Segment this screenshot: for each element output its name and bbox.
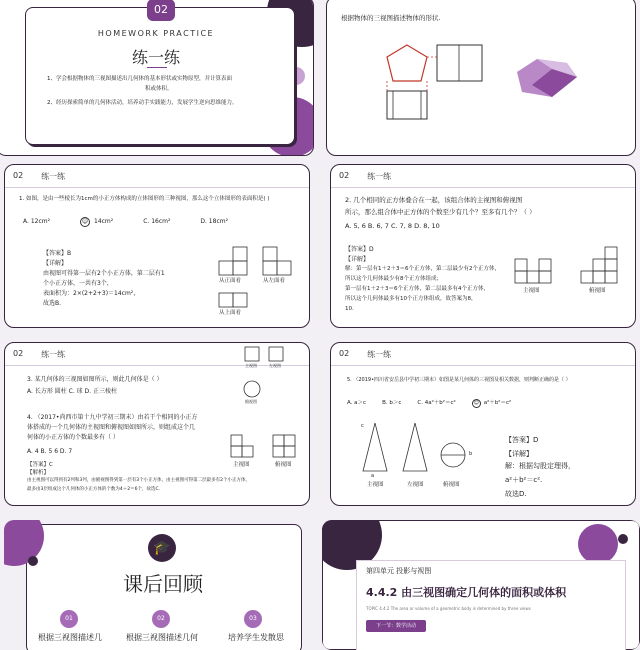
slide-section-title[interactable] bbox=[322, 520, 640, 650]
stack-views-diagram bbox=[331, 165, 636, 328]
step-badge-1: 01 bbox=[60, 610, 78, 628]
slide-header: 02 练一练 bbox=[13, 349, 66, 359]
step-badge-2: 02 bbox=[152, 610, 170, 628]
slide-practice-4[interactable]: 02 练一练 5. （2019•四川省安岳县中学初三期末）如图是某几何体的三视图及相关数据，则判断正确的是（ ） A. a＞c B. b＞c C. 4a²＋b²＝c² ☺ a²＋b²＝c² c a b 主视图 左视图 俯视图 【答案】D 【详解】 解：根据勾股定理得， a²＋b²＝c². 故选D. bbox=[330, 342, 636, 506]
options-1: A. 12cm² ☺ 14cm² C. 16cm² D. 18cm² bbox=[23, 218, 228, 226]
slide-homework-intro[interactable] bbox=[0, 0, 314, 156]
answer-label: 【答案】B bbox=[43, 250, 72, 257]
homework-heading: HOMEWORK PRACTICE bbox=[97, 29, 215, 38]
pentagon-views-diagram bbox=[327, 0, 636, 156]
divider bbox=[147, 67, 167, 68]
views-diagram-q3-q4 bbox=[5, 343, 310, 506]
options-2: A. 5, 6 B. 6, 7 C. 7, 8 D. 8, 10 bbox=[345, 222, 440, 230]
objective-1: 1、学会根据物体的三视图描述出几何体的基本形状或实物原型，并计算表面 bbox=[47, 76, 233, 82]
slide-review[interactable]: 🎓 课后回顾 01 02 03 根据三视图描述几 根据三视图描述几何 培养学生发散思 bbox=[4, 520, 310, 650]
grad-cap-badge: 🎓 bbox=[148, 534, 176, 562]
options-4: A. a＞c B. b＞c C. 4a²＋b²＝c² ☺ a²＋b²＝c² bbox=[347, 400, 512, 407]
slide-header: 02 练一练 bbox=[339, 349, 392, 359]
review-title: 课后回顾 bbox=[123, 572, 203, 596]
slide-header: 02 练一练 bbox=[339, 171, 392, 181]
decor-circle bbox=[618, 534, 628, 544]
step-badge-3: 03 bbox=[244, 610, 262, 628]
smile-icon: ☺ bbox=[81, 218, 89, 225]
slide-practice-1[interactable]: 02 练一练 1. 如图，是由一些棱长为1cm的小正方体构成的立体图形的三种视图，那么这个立体图形的表面积是( ) A. 12cm² ☺ 14cm² C. 16cm² D. 18cm² 【答案】B 【详解】 由视图可得第一层有2个小正方体，第二层有1 个小正方体，一共有3个， 表面积为：2×(2+2+3)＝14cm²， 故选B. 从正面看 从左面看 从上面看 bbox=[4, 164, 310, 328]
slide-three-views-pentagon[interactable] bbox=[326, 0, 636, 156]
slide-title: 练一练 bbox=[131, 48, 180, 67]
slide-practice-3[interactable]: 02 练一练 3. 某几何体的三视图如图所示，则此几何体是（ ） A. 长方形 圆柱 C. 球 D. 正三棱柱 4. （2017•尚西市第十九中学初三期末）由若干个相同的小正方 体搭成的一个几何体的主视图和俯视图如图所示，则组成这个几 何体的小正方体的个数最多有（ ） A. 4 B. 5 6 D. 7 【答案】C 【解析】 由主视图可以得到有2列和3列，由俯视图得到第一层有3个小正方体，由主视图可得第二层最多有2个小正方体， 最多由3层组成这个几何体的小正方体的个数为4＋2＝6个，故选C. 主视图 左视图 俯视图 主视图 俯视图 bbox=[4, 342, 310, 506]
next-lesson-tag: 下一节：数学活动 bbox=[366, 620, 426, 632]
slide-header: 02 练一练 bbox=[13, 171, 66, 181]
decor-circle bbox=[28, 556, 38, 566]
cube-views-diagram bbox=[5, 165, 310, 328]
objective-2: 2、经历探索简单的几何体活动，培养动手实践能力，发展学生逆向思维能力。 bbox=[47, 100, 238, 106]
instruction-text: 根据物体的三视图描述物体的形状. bbox=[341, 14, 441, 22]
smile-icon: ☺ bbox=[473, 400, 479, 406]
slide-practice-2[interactable]: 02 练一练 2. 几个相同的正方体叠合在一起，该组合体的主视图和俯视图 所示，那么组合体中正方体的个数至少有几个？至多有几个？（ ） A. 5, 6 B. 6, 7 C. 7, 8 D. 8, 10 【答案】D 【详解】 解：第一层有1＋2＋3＝6个正方体，第二层最少有2个正方体， 所以这个几何体最少有8个正方体组成； 第一层有1＋2＋3＝6个正方体，第二层最多有4个正方体， 所以这个几何体最多有10个正方体组成，故答案为8， 10. 主视图 俯视图 bbox=[330, 164, 636, 328]
decor-circle bbox=[578, 524, 618, 564]
unit-label: 第四单元 投影与视图 bbox=[366, 567, 432, 575]
lesson-title: 4.4.2 由三视图确定几何体的面积或体积 bbox=[366, 586, 567, 599]
detail-label: 【详解】 bbox=[43, 260, 68, 267]
objective-1b: 积或体积。 bbox=[145, 86, 173, 92]
question-1: 1. 如图，是由一些棱长为1cm的小正方体构成的立体图形的三种视图，那么这个立体图形的表面积是( ) bbox=[19, 196, 270, 202]
topic-subtitle: TOPIC 4.4.2 The area or volume of a geometric body is determined by three views bbox=[366, 606, 531, 611]
section-badge: 02 bbox=[147, 0, 175, 21]
